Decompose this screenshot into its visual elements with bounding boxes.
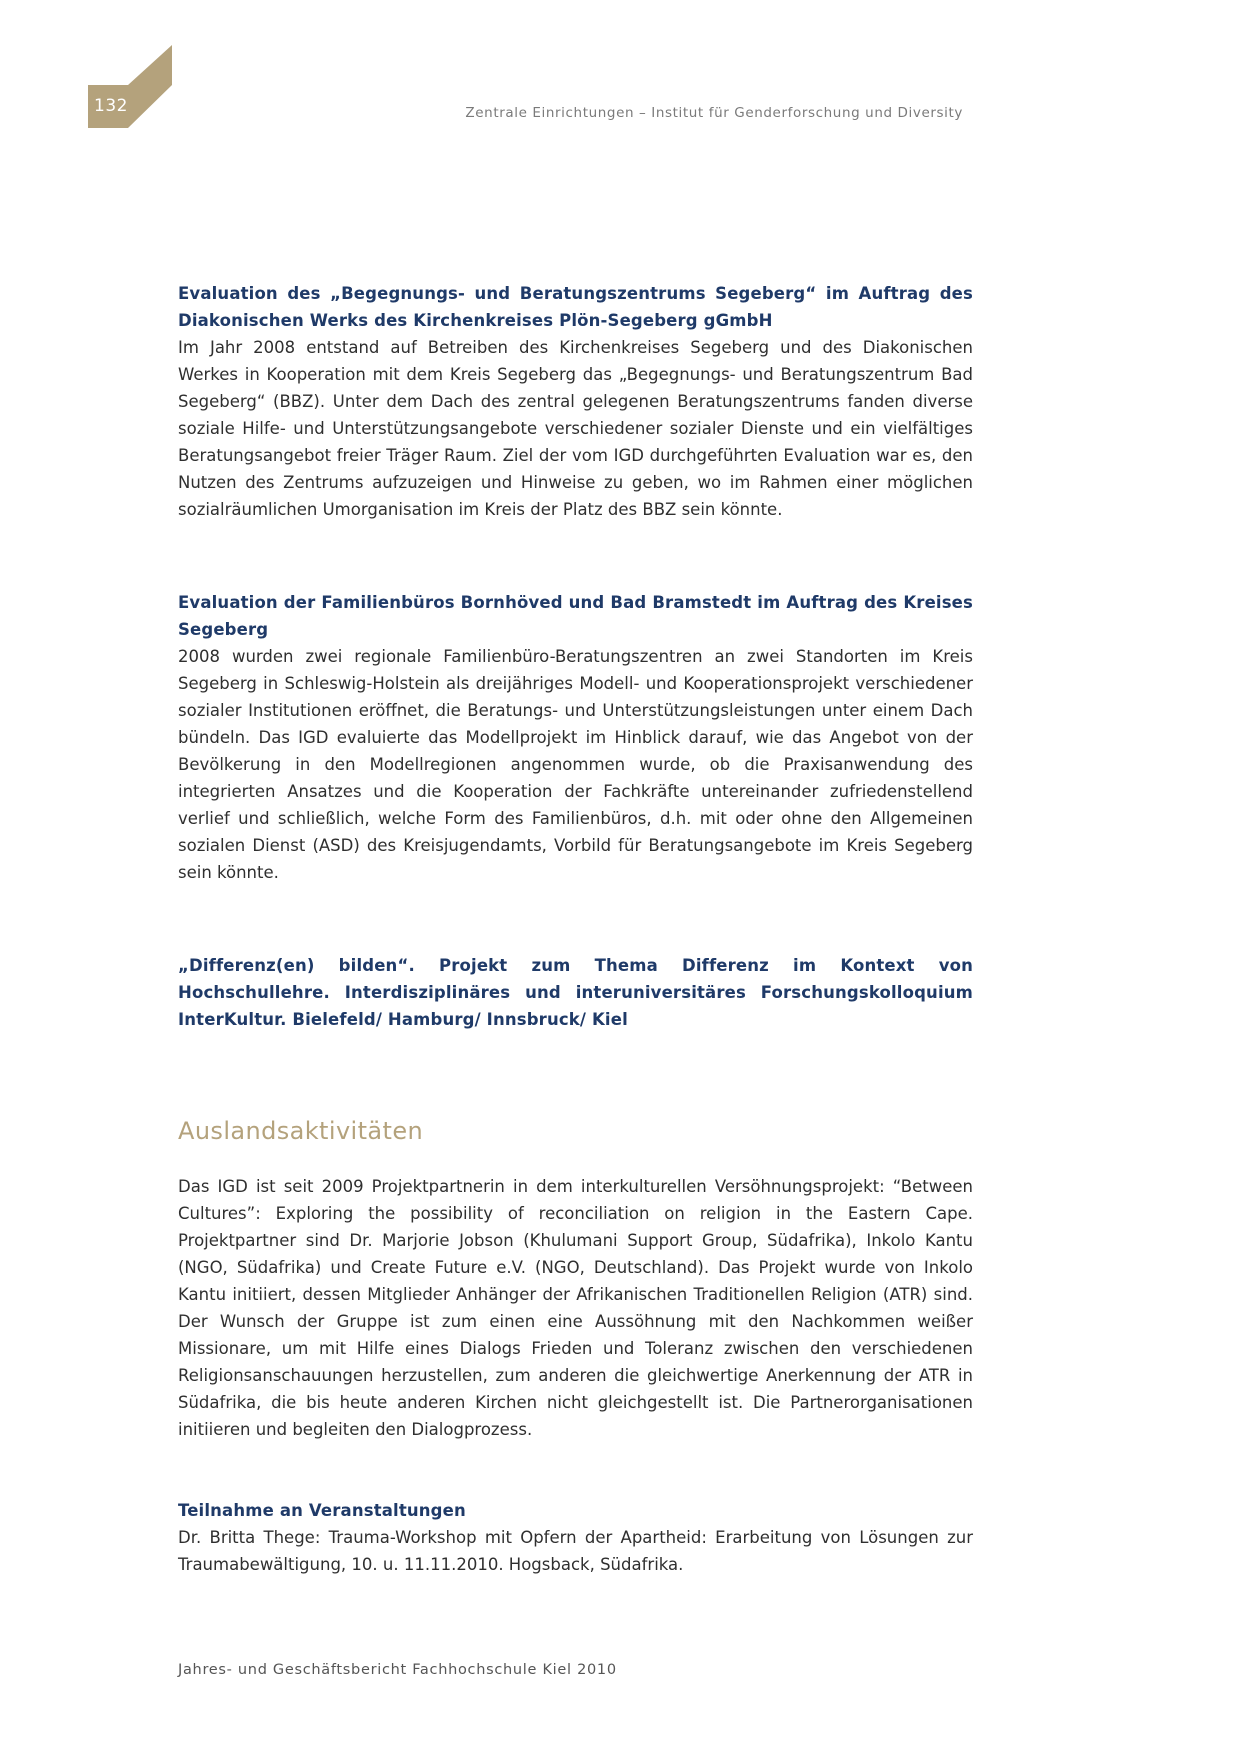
page-number: 132 (94, 96, 128, 116)
section-body-familienbueros: 2008 wurden zwei regionale Familienbüro-Beratungszentren an zwei Standorten im Kreis Segeberg in Schleswig-Holstein als dreijähriges Modell- und Kooperationsprojekt verschiedener sozialer Institutionen eröffnet, die Beratungs- und Unterstützungsleistungen unter einem Dach bündeln. Das IGD evaluierte das Modellprojekt im Hinblick darauf, wie das Angebot von der Bevölkerung in den Modellregionen angenommen wurde, ob die Praxisanwendung des integrierten Ansatzes und die Kooperation der Fachkräfte untereinander zufriedenstellend verlief und schließlich, welche Form des Familienbüros, d.h. mit oder ohne den Allgemeinen sozialen Dienst (ASD) des Kreisjugendamts, Vorbild für Beratungsangebote im Kreis Segeberg sein könnte. (178, 647, 973, 882)
section-heading-familienbueros: Evaluation der Familienbüros Bornhöved und Bad Bramstedt im Auftrag des Kreises Segeberg (178, 593, 973, 639)
events-heading: Teilnahme an Veranstaltungen (178, 1501, 466, 1520)
section-title-auslandsaktivitaeten: Auslandsaktivitäten (178, 1117, 424, 1145)
section-body-bbz: Im Jahr 2008 entstand auf Betreiben des Kirchenkreises Segeberg und des Diakonischen Werkes in Kooperation mit dem Kreis Segeberg das „Begegnungs- und Beratungszentrum Bad Segeberg“ (BBZ). Unter dem Dach des zentral gelegenen Beratungszentrums fanden diverse soziale Hilfe- und Unterstützungsangebote verschiedener sozialer Dienste und ein vielfältiges Beratungsangebot freier Träger Raum. Ziel der vom IGD durchgeführten Evaluation war es, den Nutzen des Zentrums aufzuzeigen und Hinweise zu geben, wo im Rahmen einer möglichen sozialräumlichen Umorganisation im Kreis der Platz des BBZ sein könnte. (178, 338, 973, 519)
auslandsaktivitaeten-body: Das IGD ist seit 2009 Projektpartnerin in dem interkulturellen Versöhnungsprojekt: “Between Cultures”: Exploring the possibility of reconciliation on religion in the Eastern Cape. Projektpartner sind Dr. Marjorie Jobson (Khulumani Support Group, Südafrika), Inkolo Kantu (NGO, Südafrika) und Create Future e.V. (NGO, Deutschland). Das Projekt wurde von Inkolo Kantu initiiert, dessen Mitglieder Anhänger der Afrikanischen Traditionellen Religion (ATR) sind. Der Wunsch der Gruppe ist zum einen eine Aussöhnung mit den Nachkommen weißer Missionare, um mit Hilfe eines Dialogs Frieden und Toleranz zwischen den verschiedenen Religionsanschauungen herzustellen, zum anderen die gleichwertige Anerkennung der ATR in Südafrika, die bis heute anderen Kirchen nicht gleichgestellt ist. Die Partnerorganisationen initiieren und begleiten den Dialogprozess. (178, 1177, 973, 1439)
running-header: Zentrale Einrichtungen – Institut für Genderforschung und Diversity (465, 105, 963, 121)
events-body: Dr. Britta Thege: Trauma-Workshop mit Opfern der Apartheid: Erarbeitung von Lösungen zur Traumabewältigung, 10. u. 11.11.2010. Hogsback, Südafrika. (178, 1528, 973, 1574)
main-content (178, 280, 973, 1578)
section-heading-differenz: „Differenz(en) bilden“. Projekt zum Thema Differenz im Kontext von Hochschullehre. Interdisziplinäres und interuniversitäres Forschungskolloquium InterKultur. Bielefeld/ Hamburg/ Innsbruck/ Kiel (178, 956, 973, 1029)
section-heading-bbz: Evaluation des „Begegnungs- und Beratungszentrums Segeberg“ im Auftrag des Diakonischen Werks des Kirchenkreises Plön-Segeberg gGmbH (178, 284, 973, 330)
page-footer: Jahres- und Geschäftsbericht Fachhochschule Kiel 2010 (178, 1662, 617, 1678)
